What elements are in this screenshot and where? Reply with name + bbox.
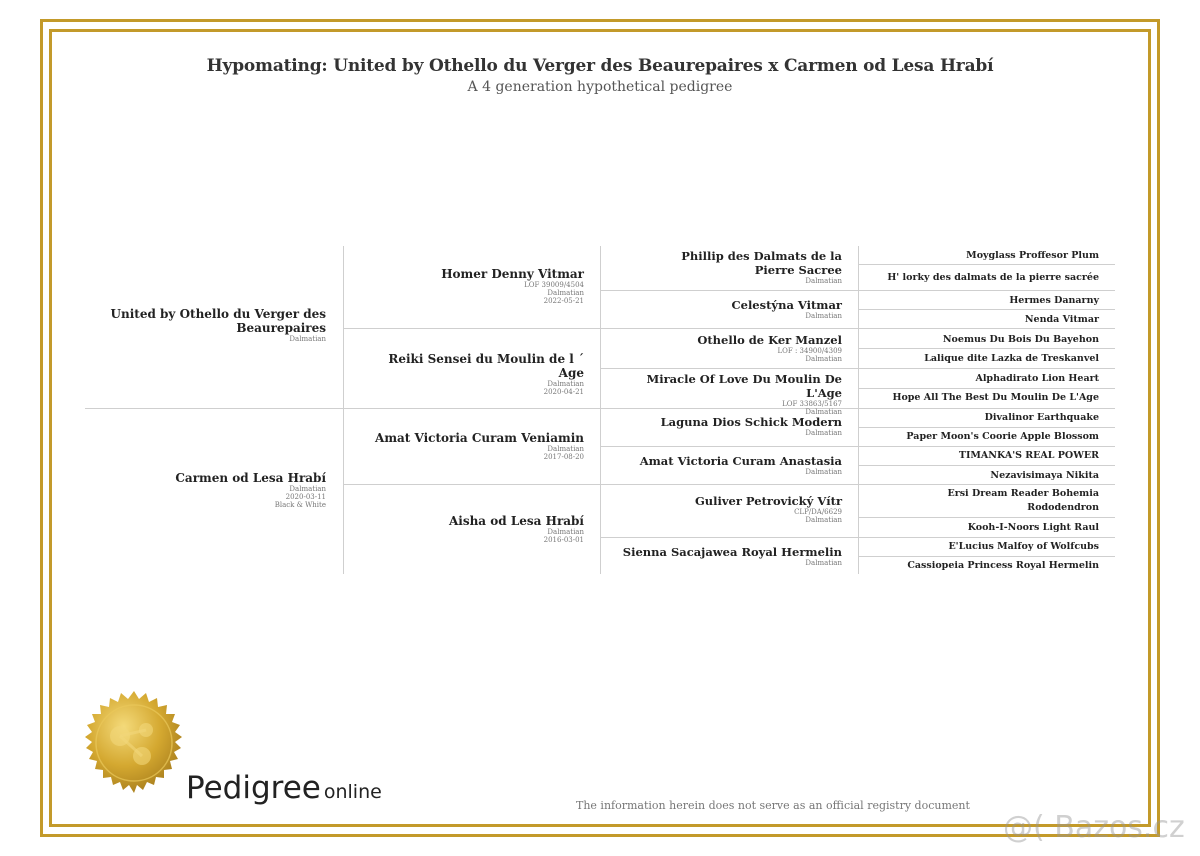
sire-sire-breed: Dalmatian bbox=[547, 289, 584, 297]
row-divider bbox=[858, 264, 1115, 265]
dam-dam-sire-registration: CLP/DA/6629 bbox=[794, 508, 842, 516]
sire-dam-breed: Dalmatian bbox=[547, 380, 584, 388]
gen4-ancestor-4[interactable]: Nenda Vitmar bbox=[1024, 314, 1099, 325]
sire-dam-sire-name: Othello de Ker Manzel bbox=[697, 333, 842, 347]
dam-dam-name: Aisha od Lesa Hrabí bbox=[448, 514, 584, 528]
column-divider bbox=[343, 246, 344, 574]
dam-dam-sire-breed: Dalmatian bbox=[805, 516, 842, 524]
row-divider bbox=[600, 537, 1115, 538]
gen4-ancestor-9[interactable]: Divalinor Earthquake bbox=[984, 412, 1099, 423]
gen4-ancestor-1[interactable]: Moyglass Proffesor Plum bbox=[966, 250, 1099, 261]
sire-entry[interactable] bbox=[110, 307, 326, 343]
pedigree-title: Hypomating: United by Othello du Verger des Beaurepaires x Carmen od Lesa Hrabí bbox=[206, 56, 994, 76]
sire-sire-birthdate: 2022-05-21 bbox=[543, 297, 584, 305]
row-divider bbox=[343, 484, 1115, 485]
dam-name: Carmen od Lesa Hrabí bbox=[175, 471, 326, 485]
sire-dam-birthdate: 2020-04-21 bbox=[543, 388, 584, 396]
dam-sire-name: Amat Victoria Curam Veniamin bbox=[375, 431, 584, 445]
dam-entry[interactable] bbox=[110, 471, 326, 509]
gen4-ancestor-11[interactable]: TIMANKA'S REAL POWER bbox=[958, 450, 1099, 461]
dam-dam-dam-breed: Dalmatian bbox=[805, 559, 842, 567]
dam-color: Black & White bbox=[274, 501, 326, 509]
row-divider bbox=[858, 309, 1115, 310]
sire-dam-name: Reiki Sensei du Moulin de l ´ Age bbox=[388, 352, 584, 380]
gen4-ancestor-16[interactable]: Cassiopeia Princess Royal Hermelin bbox=[907, 560, 1099, 571]
gen4-ancestor-10[interactable]: Paper Moon's Coorie Apple Blossom bbox=[906, 431, 1099, 442]
sire-dam-dam-breed: Dalmatian bbox=[805, 408, 842, 416]
gen4-ancestor-2[interactable]: H' lorky des dalmats de la pierre sacrée bbox=[887, 272, 1099, 283]
row-divider bbox=[600, 368, 1115, 369]
sire-sire-entry[interactable] bbox=[360, 267, 584, 305]
row-divider bbox=[343, 328, 1115, 329]
dam-breed: Dalmatian bbox=[289, 485, 326, 493]
dam-sire-entry[interactable] bbox=[360, 431, 584, 461]
dam-dam-birthdate: 2016-03-01 bbox=[543, 536, 584, 544]
row-divider bbox=[600, 446, 1115, 447]
gen4-ancestor-13[interactable]: Ersi Dream Reader Bohemia Rododendron bbox=[947, 488, 1099, 513]
column-divider bbox=[858, 246, 859, 574]
dam-sire-dam-breed: Dalmatian bbox=[805, 468, 842, 476]
dam-dam-dam-entry[interactable] bbox=[620, 545, 842, 567]
row-divider bbox=[858, 348, 1115, 349]
sire-dam-sire-entry[interactable] bbox=[620, 333, 842, 363]
gold-seal-icon bbox=[80, 690, 188, 798]
row-divider bbox=[858, 517, 1115, 518]
sire-dam-entry[interactable] bbox=[360, 352, 584, 396]
dam-sire-sire-name: Laguna Dios Schick Modern bbox=[660, 415, 842, 429]
bazos-watermark: @( Bazos.cz bbox=[1003, 810, 1185, 845]
sire-dam-sire-registration: LOF : 34900/4309 bbox=[777, 347, 842, 355]
dam-sire-breed: Dalmatian bbox=[547, 445, 584, 453]
sire-sire-dam-name: Celestýna Vitmar bbox=[731, 298, 842, 312]
gen4-ancestor-6[interactable]: Lalique dite Lazka de Treskanvel bbox=[924, 353, 1099, 364]
sire-dam-dam-entry[interactable] bbox=[620, 372, 842, 416]
sire-breed: Dalmatian bbox=[289, 335, 326, 343]
sire-sire-name: Homer Denny Vitmar bbox=[441, 267, 584, 281]
row-divider bbox=[858, 388, 1115, 389]
gen4-ancestor-7[interactable]: Alphadirato Lion Heart bbox=[975, 373, 1099, 384]
gen4-ancestor-12[interactable]: Nezavisimaya Nikita bbox=[990, 470, 1099, 481]
dam-dam-sire-name: Guliver Petrovický Vítr bbox=[694, 494, 842, 508]
dam-sire-dam-name: Amat Victoria Curam Anastasia bbox=[639, 454, 842, 468]
row-divider bbox=[85, 408, 1115, 409]
dam-dam-sire-entry[interactable] bbox=[620, 494, 842, 524]
dam-dam-dam-name: Sienna Sacajawea Royal Hermelin bbox=[622, 545, 842, 559]
sire-sire-dam-entry[interactable] bbox=[640, 298, 842, 320]
sire-dam-sire-breed: Dalmatian bbox=[805, 355, 842, 363]
sire-sire-registration: LOF 39009/4504 bbox=[524, 281, 584, 289]
gen4-ancestor-8[interactable]: Hope All The Best Du Moulin De L'Age bbox=[892, 392, 1099, 403]
sire-dam-dam-name: Miracle Of Love Du Moulin De L'Age bbox=[646, 372, 842, 400]
dam-birthdate: 2020-03-11 bbox=[285, 493, 326, 501]
logo-primary-text: Pedigree bbox=[186, 770, 321, 806]
gen4-ancestor-14[interactable]: Kooh-I-Noors Light Raul bbox=[967, 522, 1099, 533]
dam-sire-sire-breed: Dalmatian bbox=[805, 429, 842, 437]
dam-dam-breed: Dalmatian bbox=[547, 528, 584, 536]
official-document-disclaimer: The information herein does not serve as an official registry document bbox=[576, 799, 970, 812]
gen4-ancestor-5[interactable]: Noemus Du Bois Du Bayehon bbox=[942, 334, 1099, 345]
row-divider bbox=[858, 465, 1115, 466]
sire-sire-sire-name: Phillip des Dalmats de la Pierre Sacree bbox=[681, 249, 842, 277]
gen4-ancestor-15[interactable]: E'Lucius Malfoy of Wolfcubs bbox=[948, 541, 1099, 552]
sire-sire-sire-breed: Dalmatian bbox=[805, 277, 842, 285]
sire-sire-dam-breed: Dalmatian bbox=[805, 312, 842, 320]
row-divider bbox=[600, 290, 1115, 291]
dam-sire-dam-entry[interactable] bbox=[620, 454, 842, 476]
dam-sire-sire-entry[interactable] bbox=[620, 415, 842, 437]
logo-secondary-text: online bbox=[323, 781, 382, 803]
sire-dam-dam-registration: LOF 33863/5167 bbox=[782, 400, 842, 408]
row-divider bbox=[858, 427, 1115, 428]
pedigree-online-logo bbox=[186, 770, 382, 806]
column-divider bbox=[600, 246, 601, 574]
gen4-ancestor-3[interactable]: Hermes Danarny bbox=[1009, 295, 1099, 306]
row-divider bbox=[858, 556, 1115, 557]
pedigree-subtitle: A 4 generation hypothetical pedigree bbox=[467, 79, 733, 95]
sire-name: United by Othello du Verger des Beaurepaires bbox=[110, 307, 326, 335]
dam-dam-entry[interactable] bbox=[360, 514, 584, 544]
dam-sire-birthdate: 2017-08-20 bbox=[543, 453, 584, 461]
sire-sire-sire-entry[interactable] bbox=[640, 249, 842, 285]
